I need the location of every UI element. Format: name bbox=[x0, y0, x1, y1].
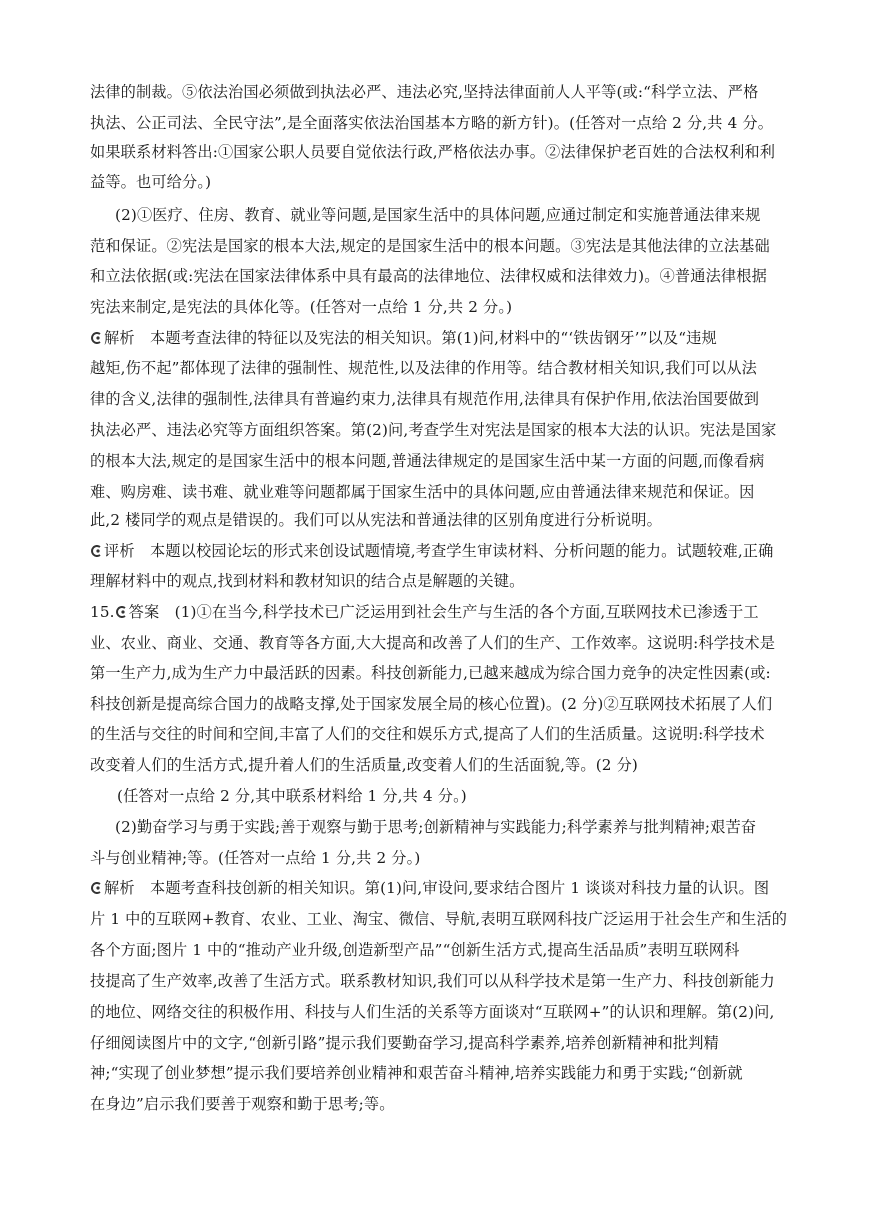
text-line: 仔细阅读图片中的文字,“创新引路”提示我们要勤奋学习,提高科学素养,培养创新精神和批判精 bbox=[90, 1034, 719, 1052]
answer-line bbox=[90, 602, 790, 622]
text-line: 片 1 中的互联网+教育、农业、工业、淘宝、微信、导航,表明互联网科技广泛运用于社会生产和生活的 bbox=[90, 910, 788, 928]
text-line: 的根本大法,规定的是国家生活中的根本问题,普通法律规定的是国家生活中某一方面的问题,而像看病 bbox=[90, 452, 765, 470]
text-line: 在身边”启示我们要善于观察和勤于思考;等。 bbox=[90, 1095, 395, 1113]
text-line: 此,2 楼同学的观点是错误的。我们可以从宪法和普通法律的区别角度进行分析说明。 bbox=[90, 511, 662, 529]
text-line: 如果联系材料答出:①国家公职人员要自觉依法行政,严格依法办事。②法律保护老百姓的合法权利和利 bbox=[90, 143, 776, 161]
answer-mark-icon bbox=[90, 332, 102, 344]
text-line: 改变着人们的生活方式,提升着人们的生活质量,改变着人们的生活面貌,等。(2 分) bbox=[90, 756, 639, 774]
analysis-text: 解析 本题考查法律的特征以及宪法的相关知识。第(1)问,材料中的“‘铁齿钢牙’”以及“违规 bbox=[104, 329, 717, 347]
text-line: 斗与创业精神;等。(任答对一点给 1 分,共 2 分。) bbox=[90, 849, 421, 867]
analysis-line bbox=[90, 328, 790, 348]
text-line: 益等。也可给分。) bbox=[90, 173, 212, 191]
text-line: 神;“实现了创业梦想”提示我们要培养创业精神和艰苦奋斗精神,培养实践能力和勇于实践;“创新就 bbox=[90, 1064, 743, 1082]
text-line: 理解材料中的观点,找到材料和教材知识的结合点是解题的关键。 bbox=[90, 572, 525, 590]
text-line: (2)勤奋学习与勇于实践;善于观察与勤于思考;创新精神与实践能力;科学素养与批判精神;艰苦奋 bbox=[115, 818, 757, 836]
text-line: (2)①医疗、住房、教育、就业等问题,是国家生活中的具体问题,应通过制定和实施普通法律来规 bbox=[115, 206, 761, 224]
text-line: 律的含义,法律的强制性,法律具有普遍约束力,法律具有规范作用,法律具有保护作用,依法治国要做到 bbox=[90, 390, 760, 408]
text-line: 业、农业、商业、交通、教育等各方面,大大提高和改善了人们的生产、工作效率。这说明:科学技术是 bbox=[90, 634, 776, 652]
text-line: 执法必严、违法必究等方面组织答案。第(2)问,考查学生对宪法是国家的根本大法的认识。宪法是国家 bbox=[90, 421, 777, 439]
text-line: 技提高了生产效率,改善了生活方式。联系教材知识,我们可以从科学技术是第一生产力、科技创新能力 bbox=[90, 972, 775, 990]
text-line: 第一生产力,成为生产力中最活跃的因素。科技创新能力,已越来越成为综合国力竞争的决定性因素(或: bbox=[90, 664, 771, 682]
answer-mark-icon bbox=[90, 882, 102, 894]
text-line: 执法、公正司法、全民守法”,是全面落实依法治国基本方略的新方针)。(任答对一点给 2 分,共 4 分。 bbox=[90, 114, 774, 132]
question-number: 15. bbox=[90, 603, 115, 621]
text-line: 法律的制裁。⑤依法治国必须做到执法必严、违法必究,坚持法律面前人人平等(或:“科学立法、严格 bbox=[90, 83, 759, 101]
text-line: 科技创新是提高综合国力的战略支撑,处于国家发展全局的核心位置)。(2 分)②互联网技术拓展了人们 bbox=[90, 695, 773, 713]
answer-mark-icon bbox=[90, 545, 102, 557]
comment-text: 评析 本题以校园论坛的形式来创设试题情境,考查学生审读材料、分析问题的能力。试题较难,正确 bbox=[104, 542, 774, 560]
analysis-line bbox=[90, 878, 790, 898]
text-line: 难、购房难、读书难、就业难等问题都属于国家生活中的具体问题,应由普通法律来规范和保证。因 bbox=[90, 483, 755, 501]
analysis-text: 解析 本题考查科技创新的相关知识。第(1)问,审设问,要求结合图片 1 谈谈对科技力量的认识。图 bbox=[104, 879, 770, 897]
answer-text: 答案 (1)①在当今,科学技术已广泛运用到社会生产与生活的各个方面,互联网技术已渗透于工 bbox=[128, 603, 759, 621]
text-line: 宪法来制定,是宪法的具体化等。(任答对一点给 1 分,共 2 分。) bbox=[90, 298, 513, 316]
text-line: 的地位、网络交往的积极作用、科技与人们生活的关系等方面谈对“互联网+”的认识和理解。第(2)问, bbox=[90, 1003, 775, 1021]
answer-mark-icon bbox=[115, 606, 127, 618]
text-line: 范和保证。②宪法是国家的根本大法,规定的是国家生活中的根本问题。③宪法是其他法律的立法基础 bbox=[90, 237, 770, 255]
text-line: 的生活与交往的时间和空间,丰富了人们的交往和娱乐方式,提高了人们的生活质量。这说明:科学技术 bbox=[90, 725, 765, 743]
text-line: (任答对一点给 2 分,其中联系材料给 1 分,共 4 分。) bbox=[117, 787, 467, 805]
comment-line bbox=[90, 541, 790, 561]
text-line: 越矩,伤不起”都体现了法律的强制性、规范性,以及法律的作用等。结合教材相关知识,我们可以从法 bbox=[90, 359, 758, 377]
text-line: 各个方面;图片 1 中的“推动产业升级,创造新型产品”“创新生活方式,提高生活品质”表明互联网科 bbox=[90, 941, 740, 959]
text-line: 和立法依据(或:宪法在国家法律体系中具有最高的法律地位、法律权威和法律效力)。④普通法律根据 bbox=[90, 267, 767, 285]
